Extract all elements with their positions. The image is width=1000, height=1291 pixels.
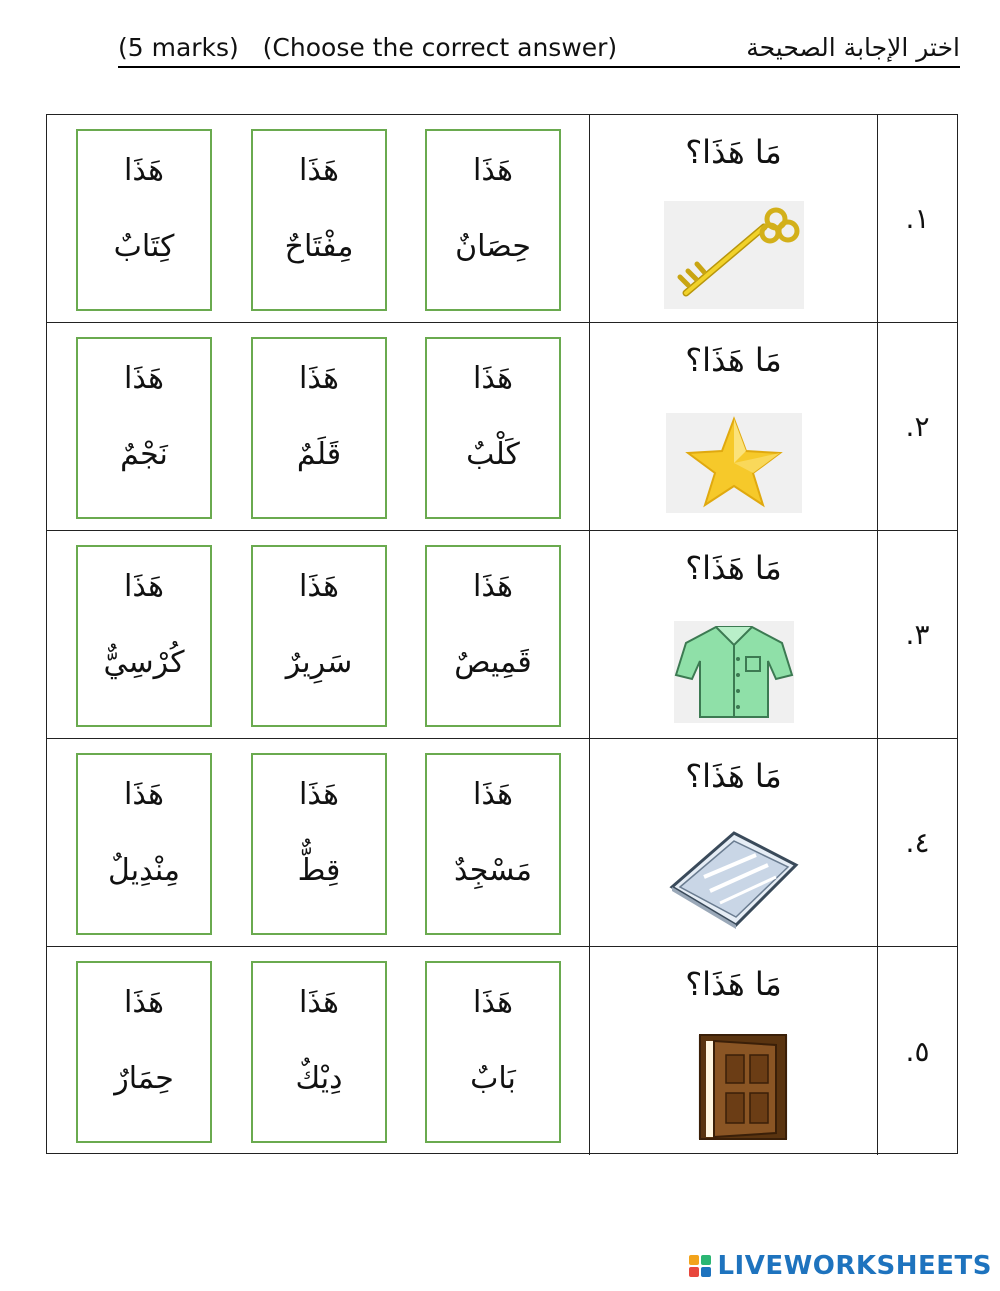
question-cell xyxy=(589,115,877,322)
option-prefix: هَذَا xyxy=(124,985,164,1020)
answer-option[interactable] xyxy=(425,753,561,935)
option-prefix: هَذَا xyxy=(473,153,513,188)
option-prefix: هَذَا xyxy=(299,153,339,188)
question-prompt: مَا هَذَا؟ xyxy=(685,549,782,587)
option-word: حِمَارٌ xyxy=(114,1061,174,1096)
option-prefix: هَذَا xyxy=(473,569,513,604)
question-number: ٢. xyxy=(877,323,957,530)
option-word: حِصَانٌ xyxy=(455,229,531,264)
question-row-3 xyxy=(47,531,957,739)
question-number: ٥. xyxy=(877,947,957,1155)
option-word: كِتَابٌ xyxy=(113,229,175,264)
option-word: بَابٌ xyxy=(470,1061,516,1096)
option-prefix: هَذَا xyxy=(124,361,164,396)
answer-option[interactable] xyxy=(251,129,387,311)
key-icon xyxy=(664,201,804,309)
option-prefix: هَذَا xyxy=(124,569,164,604)
question-row-2 xyxy=(47,323,957,531)
option-word: قِطٌّ xyxy=(297,853,341,888)
option-word: نَجْمٌ xyxy=(120,437,168,472)
option-word: كُرْسِيٌّ xyxy=(103,645,185,680)
instruction-arabic: اختر الإجابة الصحيحة xyxy=(746,32,960,62)
door-icon xyxy=(664,1033,804,1141)
option-prefix: هَذَا xyxy=(473,985,513,1020)
shirt-icon xyxy=(664,617,804,725)
option-word: قَلَمٌ xyxy=(296,437,342,472)
option-word: قَمِيصٌ xyxy=(454,645,532,680)
option-prefix: هَذَا xyxy=(473,361,513,396)
answer-option[interactable] xyxy=(425,961,561,1143)
question-row-5 xyxy=(47,947,957,1155)
header-english xyxy=(118,33,617,62)
answer-option[interactable] xyxy=(76,961,212,1143)
question-prompt: مَا هَذَا؟ xyxy=(685,757,782,795)
instruction-english: (Choose the correct answer) xyxy=(262,32,618,62)
handkerchief-icon xyxy=(664,825,804,933)
option-word: كَلْبٌ xyxy=(466,437,520,472)
question-row-1 xyxy=(47,115,957,323)
option-word: سَرِيرٌ xyxy=(285,645,353,680)
answer-option[interactable] xyxy=(251,753,387,935)
question-number: ٣. xyxy=(877,531,957,738)
question-number: ١. xyxy=(877,115,957,322)
answer-option[interactable] xyxy=(251,961,387,1143)
answer-option[interactable] xyxy=(251,337,387,519)
question-cell xyxy=(589,739,877,946)
brand-name: LIVEWORKSHEETS xyxy=(717,1251,992,1281)
option-prefix: هَذَا xyxy=(299,569,339,604)
answer-option[interactable] xyxy=(76,337,212,519)
marks-label: (5 marks) xyxy=(118,32,239,62)
question-prompt: مَا هَذَا؟ xyxy=(685,341,782,379)
star-icon xyxy=(664,409,804,517)
worksheet-header xyxy=(118,28,960,68)
brand-mark-icon xyxy=(689,1255,711,1277)
question-row-4 xyxy=(47,739,957,947)
option-prefix: هَذَا xyxy=(299,361,339,396)
brand-logo xyxy=(689,1249,992,1283)
answer-option[interactable] xyxy=(76,545,212,727)
question-cell xyxy=(589,531,877,738)
question-prompt: مَا هَذَا؟ xyxy=(685,133,782,171)
answer-option[interactable] xyxy=(76,753,212,935)
option-word: مِفْتَاحٌ xyxy=(284,229,354,264)
answer-option[interactable] xyxy=(251,545,387,727)
question-table xyxy=(46,114,958,1154)
answer-option[interactable] xyxy=(425,337,561,519)
question-cell xyxy=(589,947,877,1155)
answer-option[interactable] xyxy=(76,129,212,311)
option-prefix: هَذَا xyxy=(299,985,339,1020)
option-word: مِنْدِيلٌ xyxy=(108,853,180,888)
option-word: مَسْجِدٌ xyxy=(454,853,532,888)
question-number: ٤. xyxy=(877,739,957,946)
option-prefix: هَذَا xyxy=(473,777,513,812)
option-word: دِيْكٌ xyxy=(295,1061,343,1096)
question-cell xyxy=(589,323,877,530)
option-prefix: هَذَا xyxy=(124,153,164,188)
option-prefix: هَذَا xyxy=(124,777,164,812)
option-prefix: هَذَا xyxy=(299,777,339,812)
answer-option[interactable] xyxy=(425,129,561,311)
answer-option[interactable] xyxy=(425,545,561,727)
question-prompt: مَا هَذَا؟ xyxy=(685,965,782,1003)
